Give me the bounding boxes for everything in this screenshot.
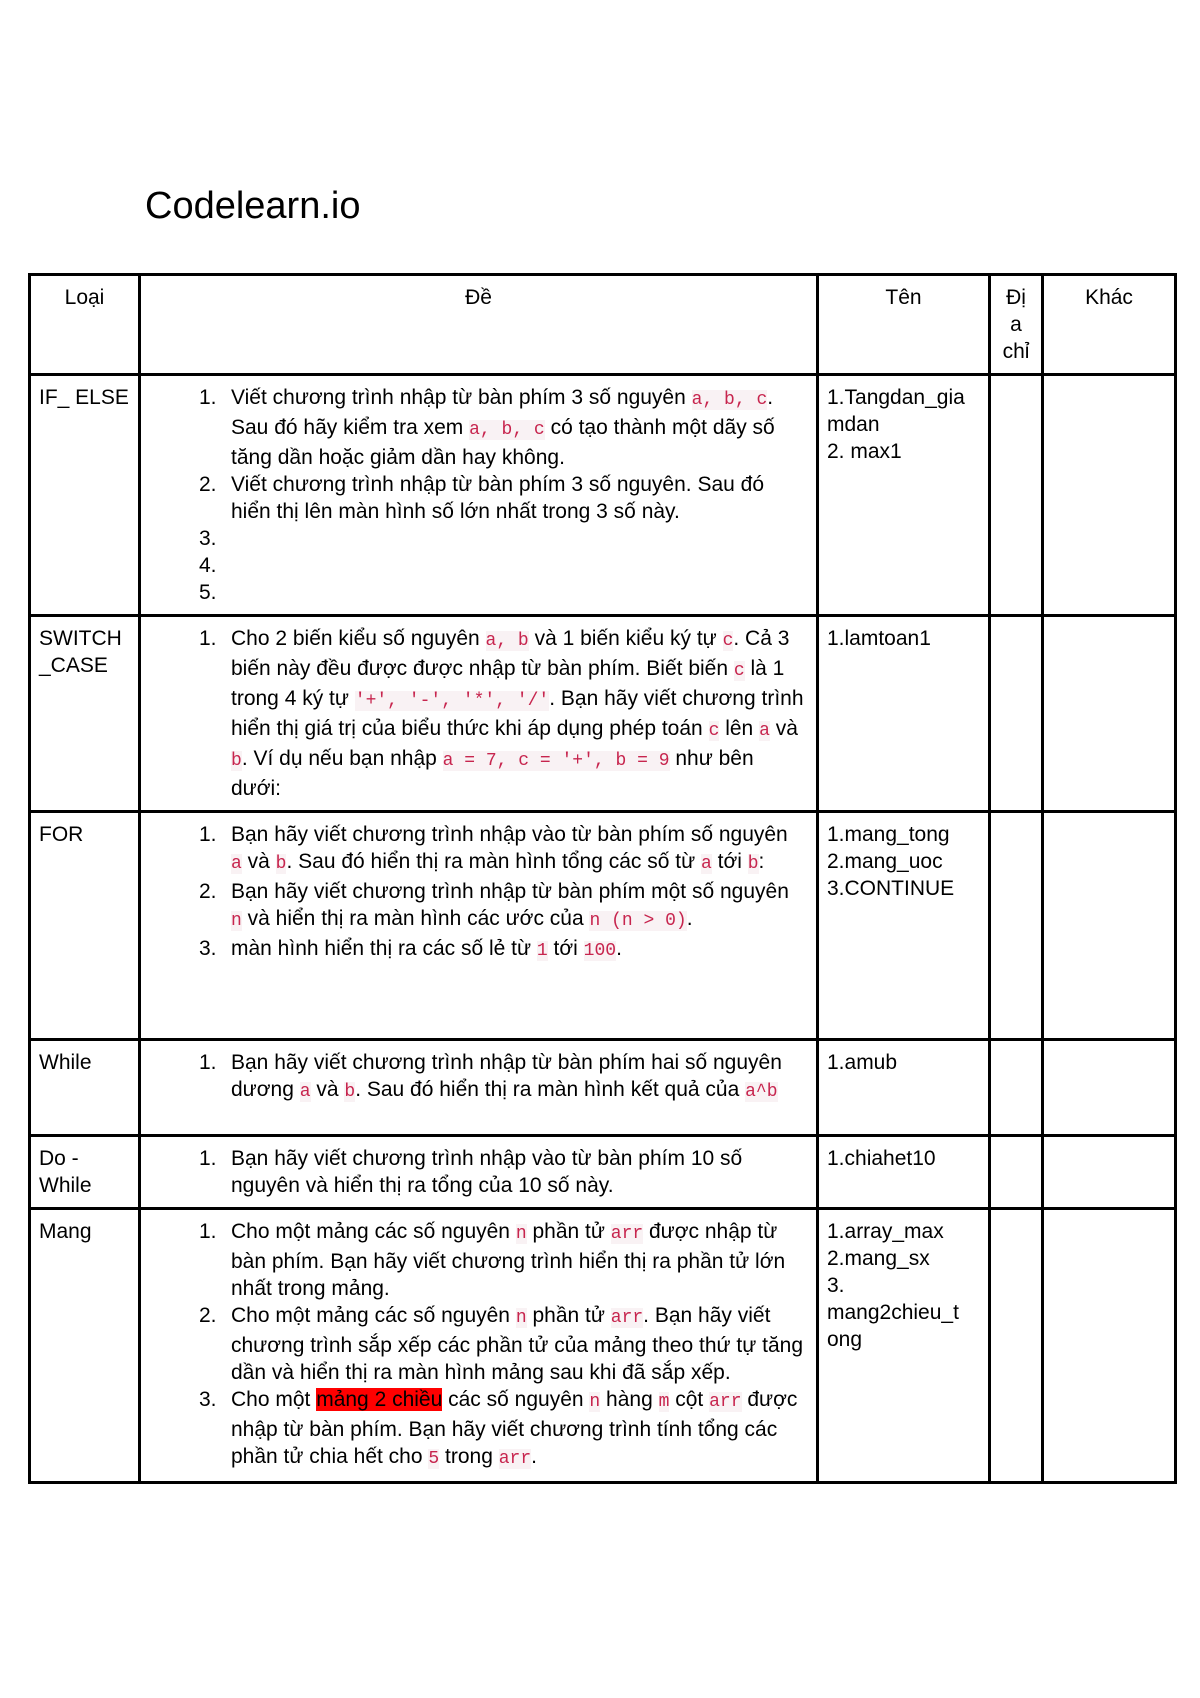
inline-code: n [515, 1224, 527, 1244]
task-item: 3. màn hình hiển thị ra các số lẻ từ 1 tới 100. [199, 935, 808, 965]
task-item: 1. Bạn hãy viết chương trình nhập vào từ bàn phím 10 số nguyên và hiển thị ra tổng của 10 số này. [199, 1145, 808, 1199]
header-loai: Loại [30, 275, 140, 375]
exercise-name: 2.mang_sx [827, 1247, 930, 1270]
row-tasks [140, 812, 818, 1040]
row-other [1043, 1209, 1176, 1483]
inline-code: a, b, c [469, 420, 545, 440]
task-list [149, 821, 808, 965]
inline-code: c [722, 631, 734, 651]
row-other [1043, 616, 1176, 812]
inline-code: a, b [485, 631, 529, 651]
row-category: IF_ ELSE [30, 375, 140, 616]
inline-code: a = 7, c = '+', b = 9 [442, 751, 670, 771]
task-item: 1. Cho một mảng các số nguyên n phần tử arr được nhập từ bàn phím. Bạn hãy viết chương trình hiển thị ra phần tử lớn nhất trong mảng. [199, 1218, 808, 1302]
task-item [199, 552, 808, 579]
row-category: FOR [30, 812, 140, 1040]
header-dia-chi: Đị a chỉ [990, 275, 1043, 375]
exercise-name: 1.amub [827, 1051, 898, 1074]
row-names [818, 812, 990, 1040]
task-item [199, 525, 808, 552]
inline-code: n [231, 911, 242, 931]
exercise-name: 3. mang2chieu_t ong [827, 1274, 959, 1351]
exercise-name: 2.mang_uoc [827, 850, 943, 873]
exercise-name: 1.array_max [827, 1220, 944, 1243]
table-body [30, 375, 1176, 1483]
task-item: 1. Cho 2 biến kiểu số nguyên a, b và 1 biến kiểu ký tự c. Cả 3 biến này đều được được nhập từ bàn phím. Biết biến c là 1 trong 4 ký tự '+', '-', '*', '/'. Bạn hãy viết chương trình hiển thị giá trị của biểu thức khi áp dụng phép toán c lên a và b. Ví dụ nếu bạn nhập a = 7, c = '+', b = 9 như bên dưới: [199, 625, 808, 802]
row-names [818, 1209, 990, 1483]
row-address [990, 375, 1043, 616]
row-names [818, 1040, 990, 1136]
exercise-name: 2. max1 [827, 440, 902, 463]
inline-code: b [275, 854, 287, 874]
table-row [30, 812, 1176, 1040]
page-title: Codelearn.io [145, 185, 361, 227]
row-names [818, 616, 990, 812]
inline-code: b [747, 854, 759, 874]
task-item: 2. Cho một mảng các số nguyên n phần tử arr. Bạn hãy viết chương trình sắp xếp các phần tử của mảng theo thứ tự tăng dần và hiển thị ra màn hình mảng sau khi đã sắp xếp. [199, 1302, 808, 1386]
inline-code: arr [709, 1392, 742, 1412]
inline-code: 1 [536, 941, 548, 961]
exercise-name: 1.lamtoan1 [827, 627, 931, 650]
inline-code: b [231, 751, 242, 771]
inline-code: c [708, 721, 720, 741]
inline-code: a, b, c [691, 390, 768, 410]
task-item: 1. Viết chương trình nhập từ bàn phím 3 số nguyên a, b, c. Sau đó hãy kiểm tra xem a, b, c có tạo thành một dãy số tăng dần hoặc giảm dần hay không. [199, 384, 808, 471]
inline-code: arr [610, 1224, 644, 1244]
row-category: Mang [30, 1209, 140, 1483]
exercise-name: 1.Tangdan_gia mdan [827, 386, 965, 436]
table-row [30, 616, 1176, 812]
row-names [818, 1136, 990, 1209]
row-tasks [140, 1040, 818, 1136]
task-list [149, 1145, 808, 1199]
row-tasks [140, 375, 818, 616]
row-category: While [30, 1040, 140, 1136]
task-list [149, 625, 808, 802]
header-de: Đề [140, 275, 818, 375]
row-tasks [140, 1136, 818, 1209]
inline-code: m [658, 1392, 670, 1412]
table-row [30, 1040, 1176, 1136]
table-row [30, 1209, 1176, 1483]
row-category: SWITCH _CASE [30, 616, 140, 812]
task-item: 1. Bạn hãy viết chương trình nhập từ bàn phím hai số nguyên dương a và b. Sau đó hiển thị ra màn hình kết quả của a^b [199, 1049, 808, 1106]
row-category: Do - While [30, 1136, 140, 1209]
row-address [990, 1209, 1043, 1483]
inline-code: '+', '-', '*', '/' [354, 691, 550, 711]
row-address [990, 812, 1043, 1040]
inline-code: b [344, 1082, 356, 1102]
inline-code: arr [498, 1449, 532, 1469]
inline-code: a [700, 854, 712, 874]
task-item: 2. Viết chương trình nhập từ bàn phím 3 số nguyên. Sau đó hiển thị lên màn hình số lớn nhất trong 3 số này. [199, 471, 808, 525]
inline-code: a [759, 721, 770, 741]
inline-code: 100 [583, 941, 617, 961]
task-item: 1. Bạn hãy viết chương trình nhập vào từ bàn phím số nguyên a và b. Sau đó hiển thị ra màn hình tổng các số từ a tới b: [199, 821, 808, 878]
row-address [990, 1136, 1043, 1209]
row-other [1043, 1040, 1176, 1136]
inline-code: a [231, 854, 242, 874]
table-row [30, 375, 1176, 616]
exercise-table [28, 273, 1177, 1484]
row-tasks [140, 616, 818, 812]
inline-code: c [733, 661, 745, 681]
inline-code: n [589, 1392, 601, 1412]
task-item [199, 579, 808, 606]
inline-code: a [299, 1082, 311, 1102]
task-list [149, 1049, 808, 1106]
header-ten: Tên [818, 275, 990, 375]
row-other [1043, 375, 1176, 616]
exercise-name: 1.chiahet10 [827, 1147, 936, 1170]
inline-code: n [515, 1308, 527, 1328]
exercise-name: 1.mang_tong [827, 823, 950, 846]
inline-code: 5 [428, 1449, 440, 1469]
row-tasks [140, 1209, 818, 1483]
task-item: 2. Bạn hãy viết chương trình nhập từ bàn phím một số nguyên n và hiển thị ra màn hình các ước của n (n > 0). [199, 878, 808, 935]
inline-code: arr [610, 1308, 644, 1328]
highlighted-text: mảng 2 chiều [316, 1388, 443, 1411]
task-list [149, 1218, 808, 1473]
row-address [990, 1040, 1043, 1136]
exercise-name: 3.CONTINUE [827, 877, 955, 900]
row-other [1043, 1136, 1176, 1209]
table-row [30, 1136, 1176, 1209]
header-row [30, 275, 1176, 375]
row-names [818, 375, 990, 616]
inline-code: a^b [745, 1082, 778, 1102]
row-other [1043, 812, 1176, 1040]
task-item: 3. Cho một mảng 2 chiều các số nguyên n hàng m cột arr được nhập từ bàn phím. Bạn hãy viết chương trình tính tổng các phần tử chia hết cho 5 trong arr. [199, 1386, 808, 1473]
row-address [990, 616, 1043, 812]
inline-code: n (n > 0) [589, 911, 687, 931]
header-khac: Khác [1043, 275, 1176, 375]
task-list [149, 384, 808, 606]
